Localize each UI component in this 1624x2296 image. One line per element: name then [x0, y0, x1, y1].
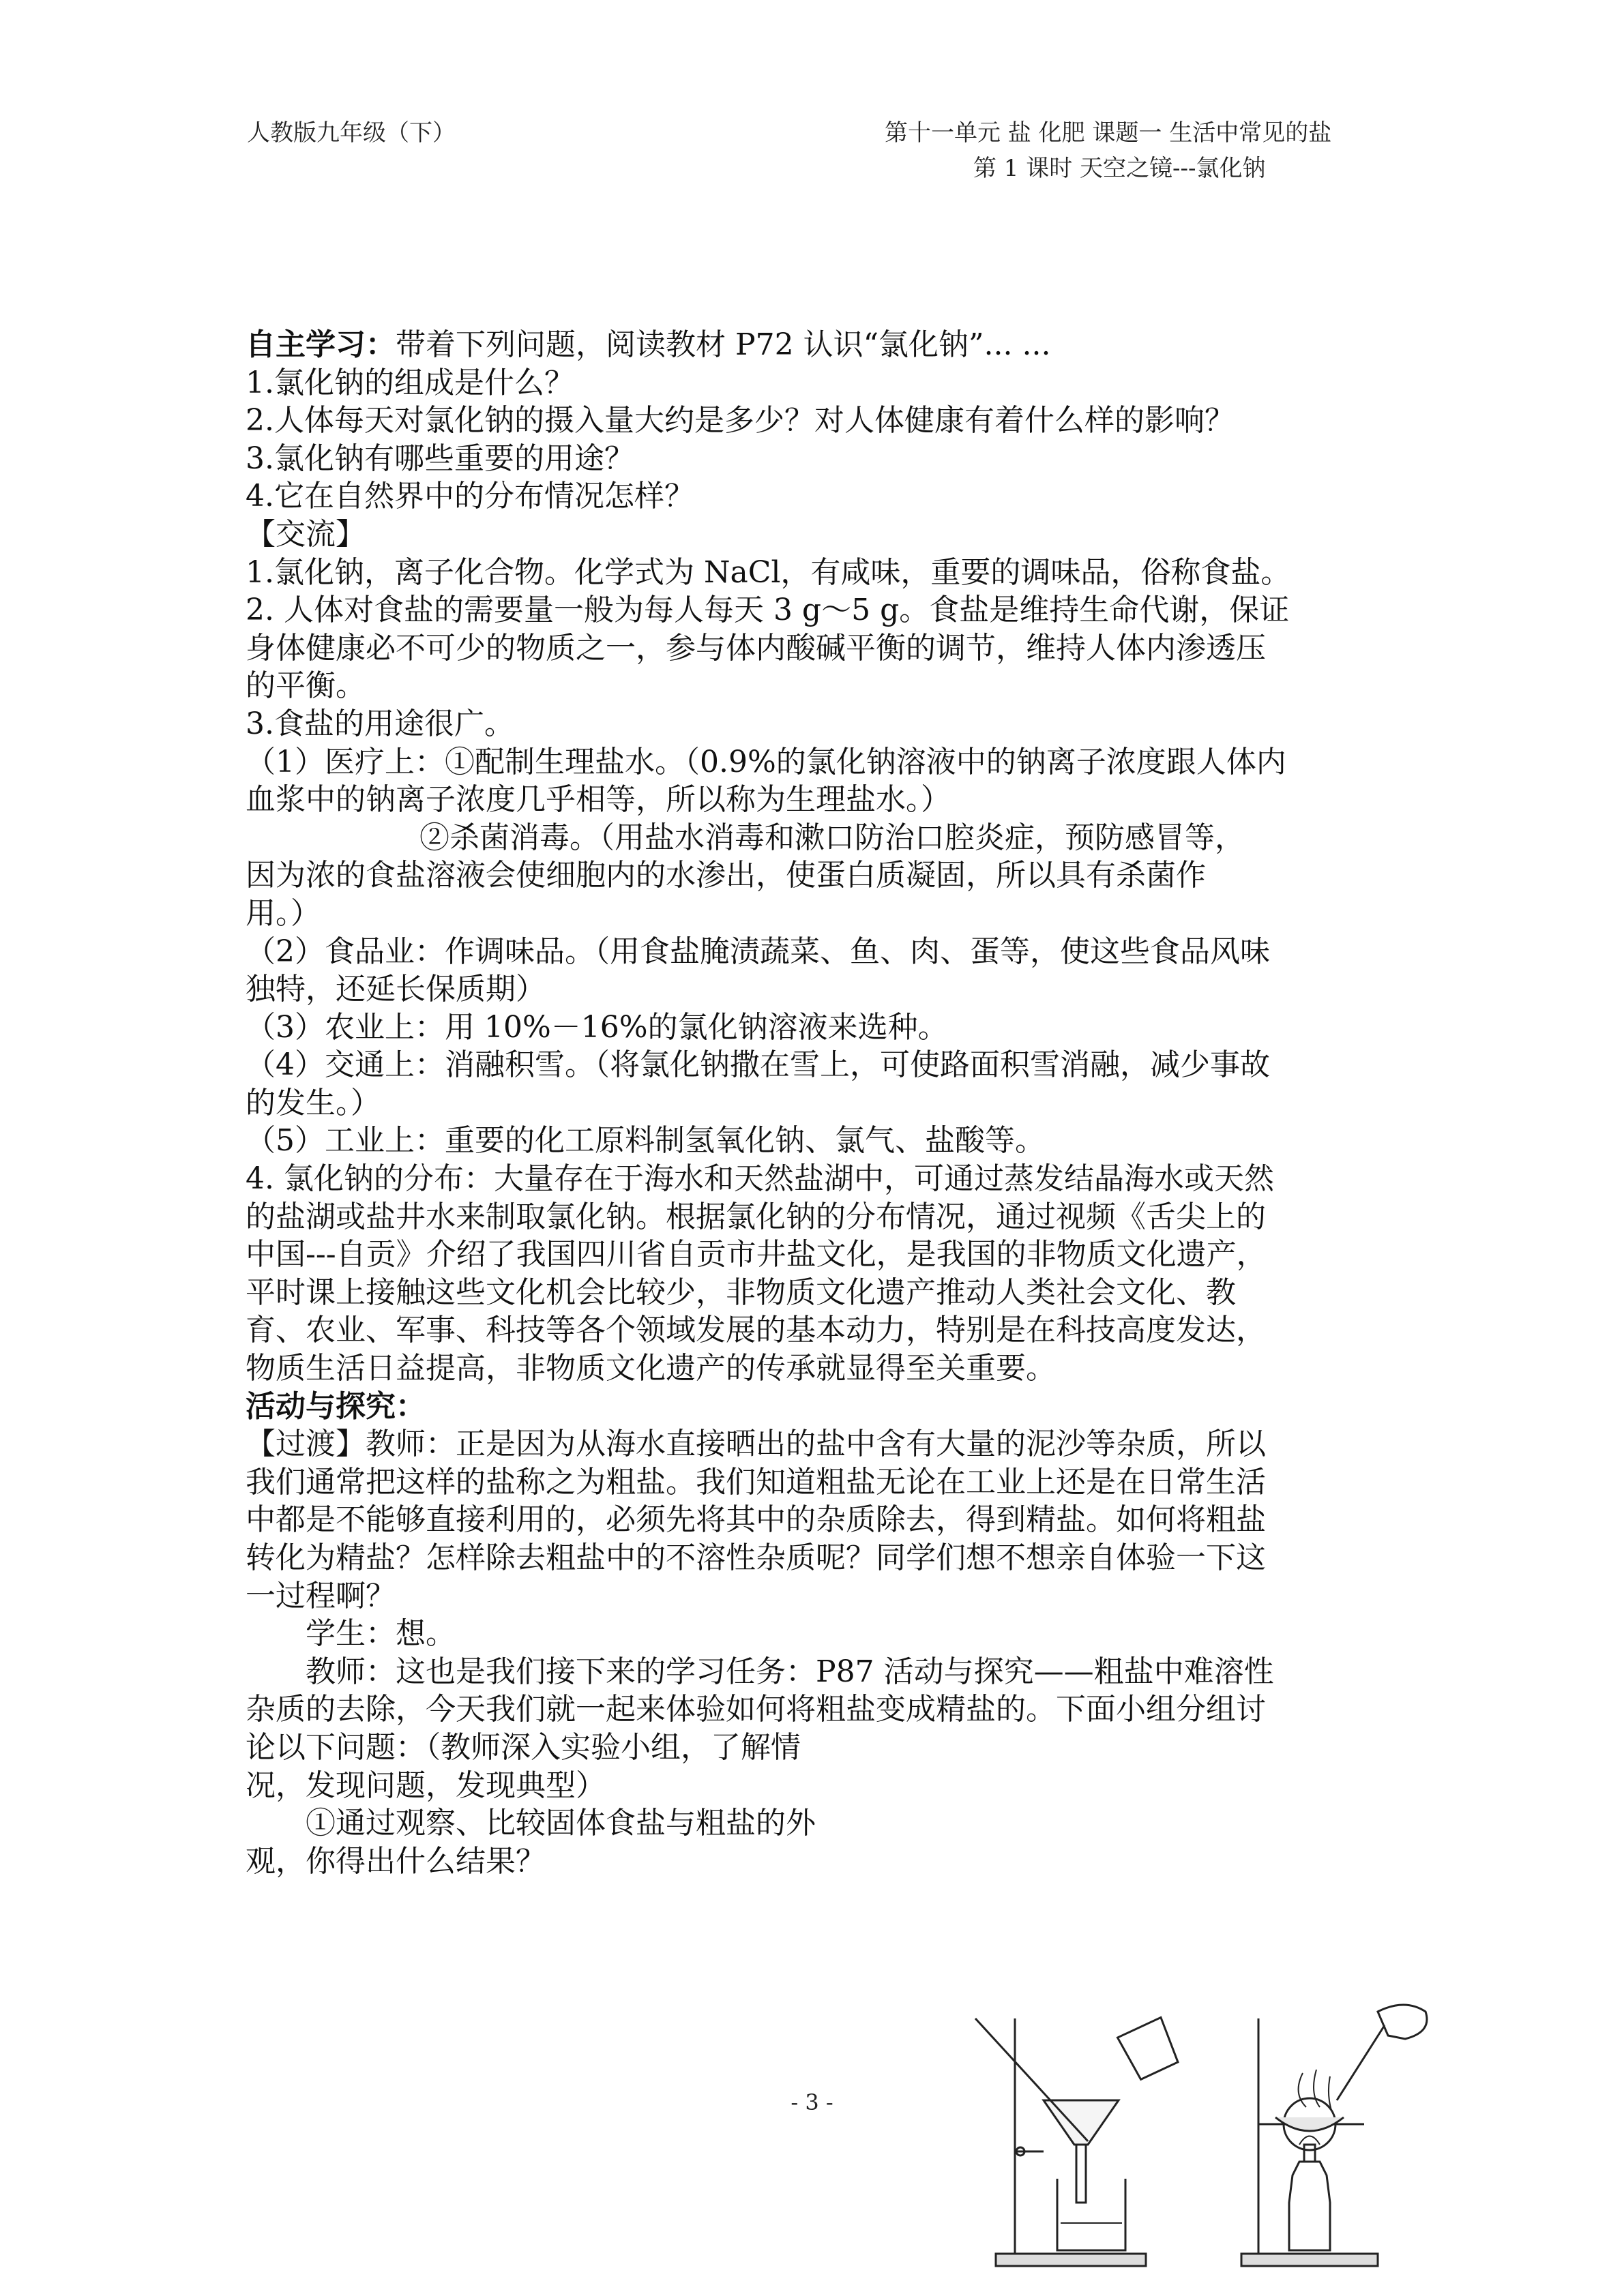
text-line: [246, 1843, 1385, 1881]
text-line: [246, 705, 1385, 743]
text-line: [246, 1501, 1385, 1539]
apparatus-figure: [955, 1998, 1439, 2271]
line-text: 1.氯化钠的组成是什么？: [246, 365, 574, 400]
filtration-setup-icon: [975, 2017, 1181, 2266]
line-text: 1.氯化钠，离子化合物。化学式为 NaCl，有咸味，重要的调味品，俗称食盐。: [246, 554, 1291, 590]
text-line: [246, 1539, 1385, 1577]
line-text: ②杀菌消毒。（用盐水消毒和漱口防治口腔炎症，预防感冒等，: [419, 820, 1245, 855]
line-text: （1）医疗上：①配制生理盐水。（0.9%的氯化钠溶液中的钠离子浓度跟人体内: [246, 744, 1286, 779]
line-text: （2）食品业：作调味品。（用食盐腌渍蔬菜、鱼、肉、蛋等，使这些食品风味: [246, 934, 1270, 969]
line-text: 平时课上接触这些文化机会比较少，非物质文化遗产推动人类社会文化、教: [246, 1274, 1236, 1310]
line-text: 3.食盐的用途很广。: [246, 706, 514, 741]
document-body: [246, 326, 1385, 1880]
line-text: 4.它在自然界中的分布情况怎样？: [246, 479, 694, 514]
line-text: （4）交通上：消融积雪。（将氯化钠撒在雪上，可使路面积雪消融，减少事故: [246, 1047, 1270, 1083]
section-label: 活动与探究：: [246, 1388, 426, 1424]
text-line: [246, 591, 1385, 629]
text-line: [246, 364, 1385, 402]
text-line: [246, 1615, 1385, 1653]
text-line: [246, 477, 1385, 516]
header-left: 人教版九年级（下）: [247, 119, 456, 147]
line-text: 一过程啊？: [246, 1578, 396, 1613]
text-line: [246, 1274, 1385, 1312]
line-text: 独特，还延长保质期）: [246, 972, 546, 1007]
line-text: 因为浓的食盐溶液会使细胞内的水渗出，使蛋白质凝固，所以具有杀菌作: [246, 858, 1206, 893]
line-text: 的发生。）: [246, 1085, 381, 1120]
text-line: [246, 743, 1385, 781]
page-number: - 3 -: [791, 2089, 833, 2115]
text-line: [246, 326, 1385, 364]
text-line: [246, 1084, 1385, 1122]
text-line: [246, 819, 1385, 857]
text-line: [246, 667, 1385, 705]
header-right-line1: 第十一单元 盐 化肥 课题一 生活中常见的盐: [885, 119, 1332, 147]
line-text: 育、农业、军事、科技等各个领域发展的基本动力，特别是在科技高度发达，: [246, 1313, 1266, 1348]
text-line: [246, 1653, 1385, 1691]
text-line: [246, 629, 1385, 668]
line-text: 论以下问题：（教师深入实验小组，了解情: [246, 1729, 801, 1765]
line-text: 用。）: [246, 895, 321, 931]
line-text: 3.氯化钠有哪些重要的用途？: [246, 441, 634, 476]
text-line: [246, 1122, 1385, 1160]
text-line: [246, 895, 1385, 933]
text-line: [246, 1236, 1385, 1274]
line-text: 转化为精盐？怎样除去粗盐中的不溶性杂质呢？同学们想不想亲自体验一下这: [246, 1540, 1266, 1575]
evaporation-setup-icon: [1241, 2005, 1427, 2266]
text-line: [246, 781, 1385, 819]
text-line: [246, 1350, 1385, 1388]
line-text: 中都是不能够直接利用的，必须先将其中的杂质除去，得到精盐。如何将粗盐: [246, 1502, 1266, 1538]
text-line: [246, 1311, 1385, 1350]
text-line: [246, 1804, 1385, 1843]
text-line: [246, 440, 1385, 478]
line-text: （3）农业上：用 10%－16%的氯化钠溶液来选种。: [246, 1009, 948, 1045]
text-line: [246, 1767, 1385, 1805]
text-line: [246, 1388, 1385, 1426]
section-label: 自主学习：: [246, 327, 396, 362]
text-line: [246, 554, 1385, 592]
line-text: ①通过观察、比较固体食盐与粗盐的外: [306, 1806, 816, 1841]
line-text: 的盐湖或盐井水来制取氯化钠。根据氯化钠的分布情况，通过视频《舌尖上的: [246, 1199, 1266, 1234]
line-text: 物质生活日益提高，非物质文化遗产的传承就显得至关重要。: [246, 1351, 1056, 1386]
text-line: [246, 1425, 1385, 1463]
text-line: [246, 1729, 1385, 1767]
text-line: [246, 1577, 1385, 1615]
line-text: 的平衡。: [246, 668, 366, 704]
text-line: [246, 1009, 1385, 1047]
line-text: 2.人体每天对氯化钠的摄入量大约是多少？对人体健康有着什么样的影响？: [246, 403, 1235, 438]
line-text: 【交流】: [246, 516, 366, 552]
line-text: 身体健康必不可少的物质之一，参与体内酸碱平衡的调节，维持人体内渗透压: [246, 630, 1266, 666]
line-text: （5）工业上：重要的化工原料制氢氧化钠、氯气、盐酸等。: [246, 1123, 1045, 1159]
text-line: [246, 933, 1385, 971]
text-line: [246, 1690, 1385, 1729]
text-line: [246, 1198, 1385, 1236]
line-text: 我们通常把这样的盐称之为粗盐。我们知道粗盐无论在工业上还是在日常生活: [246, 1464, 1266, 1500]
line-text: 杂质的去除，今天我们就一起来体验如何将粗盐变成精盐的。下面小组分组讨: [246, 1692, 1266, 1727]
line-text: 观，你得出什么结果？: [246, 1843, 546, 1879]
line-text: 【过渡】教师：正是因为从海水直接晒出的盐中含有大量的泥沙等杂质，所以: [246, 1427, 1266, 1462]
line-text: 血浆中的钠离子浓度几乎相等，所以称为生理盐水。）: [246, 782, 951, 818]
line-text: 带着下列问题，阅读教材 P72 认识“氯化钠”... ...: [396, 327, 1051, 362]
text-line: [246, 1046, 1385, 1084]
text-line: [246, 1463, 1385, 1502]
line-text: 教师：这也是我们接下来的学习任务：P87 活动与探究——粗盐中难溶性: [306, 1654, 1274, 1689]
line-text: 学生：想。: [306, 1616, 456, 1652]
line-text: 况，发现问题，发现典型）: [246, 1768, 606, 1803]
line-text: 2. 人体对食盐的需要量一般为每人每天 3 g～5 g。食盐是维持生命代谢，保证: [246, 593, 1290, 628]
line-text: 4. 氯化钠的分布：大量存在于海水和天然盐湖中，可通过蒸发结晶海水或天然: [246, 1161, 1274, 1197]
text-line: [246, 516, 1385, 554]
text-line: [246, 970, 1385, 1009]
line-text: 中国---自贡》介绍了我国四川省自贡市井盐文化，是我国的非物质文化遗产，: [246, 1237, 1267, 1272]
header-right-line2: 第 1 课时 天空之镜---氯化钠: [973, 155, 1266, 182]
text-line: [246, 856, 1385, 895]
text-line: [246, 402, 1385, 440]
text-line: [246, 1160, 1385, 1198]
